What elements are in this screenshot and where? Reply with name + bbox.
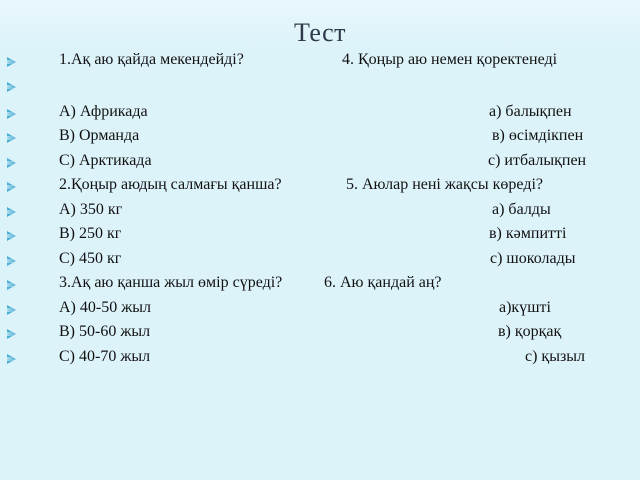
question-list: [0, 48, 640, 369]
arrow-bullet-icon: [7, 133, 16, 143]
answer-option: А) 40-50 жыл: [59, 298, 151, 316]
list-item: [0, 320, 640, 345]
slide-title: Тест: [294, 18, 346, 47]
question-text: 3.Ақ аю қанша жыл өмір сүреді?: [59, 274, 283, 291]
answer-option: А) 350 кг: [59, 200, 123, 218]
list-item: [0, 222, 640, 247]
list-item: [0, 149, 640, 174]
list-item: [0, 345, 640, 370]
question-text: 1.Ақ аю қайда мекендейді?: [59, 51, 244, 68]
answer-option: В) 50-60 жыл: [59, 323, 151, 340]
answer-option: В) 250 кг: [59, 225, 122, 242]
answer-option: с) итбалықпен: [488, 151, 587, 169]
answer-option: с) шоколады: [490, 249, 576, 267]
list-item: [0, 247, 640, 272]
answer-option: В) Орманда: [59, 127, 140, 144]
arrow-bullet-icon: [7, 82, 16, 92]
list-item: [0, 48, 640, 73]
list-item: [0, 124, 640, 149]
question-text: 6. Аю қандай аң?: [324, 274, 442, 291]
list-item: [0, 198, 640, 223]
answer-option: в) өсімдікпен: [492, 127, 584, 144]
answer-option: а) балықпен: [489, 102, 572, 120]
list-item: [0, 173, 640, 198]
answer-option: в) кәмпитті: [489, 225, 567, 242]
arrow-bullet-icon: [7, 354, 16, 364]
answer-option: с) қызыл: [525, 347, 586, 365]
answer-option: С) 450 кг: [59, 249, 122, 267]
arrow-bullet-icon: [7, 256, 16, 266]
arrow-bullet-icon: [7, 182, 16, 192]
answer-option: А) Африкада: [59, 102, 148, 120]
list-item-spacer: [0, 73, 640, 100]
arrow-bullet-icon: [7, 57, 16, 67]
question-text: 4. Қоңыр аю немен қоректенеді: [342, 51, 558, 68]
arrow-bullet-icon: [7, 158, 16, 168]
arrow-bullet-icon: [7, 207, 16, 217]
answer-option: а) балды: [492, 200, 551, 218]
arrow-bullet-icon: [7, 231, 16, 241]
arrow-bullet-icon: [7, 329, 16, 339]
question-text: 5. Аюлар нені жақсы көреді?: [346, 176, 543, 193]
answer-option: а)күшті: [499, 298, 551, 316]
list-item: [0, 296, 640, 321]
answer-option: С) Арктикада: [59, 151, 152, 169]
list-item: [0, 100, 640, 125]
answer-option: С) 40-70 жыл: [59, 347, 151, 365]
question-text: 2.Қоңыр аюдың салмағы қанша?: [59, 176, 282, 193]
list-item: [0, 271, 640, 296]
arrow-bullet-icon: [7, 305, 16, 315]
answer-option: в) қорқақ: [498, 323, 562, 340]
arrow-bullet-icon: [7, 109, 16, 119]
arrow-bullet-icon: [7, 280, 16, 290]
